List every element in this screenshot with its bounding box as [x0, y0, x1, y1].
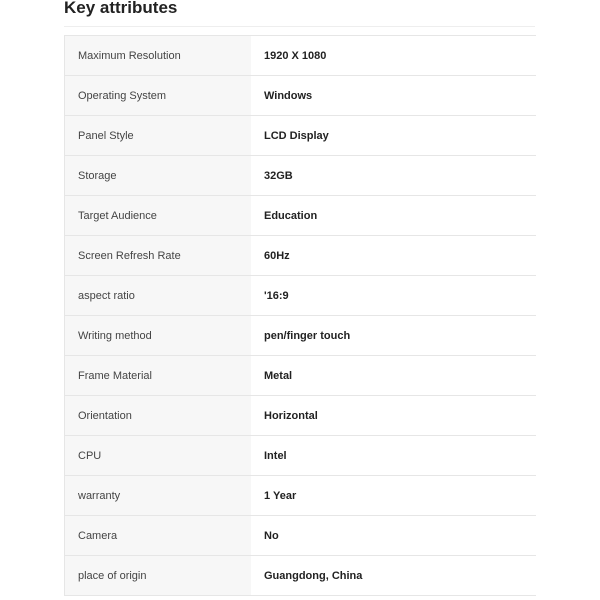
- attribute-row-orientation: [65, 396, 536, 436]
- attribute-value: Horizontal: [251, 396, 536, 435]
- attribute-value: Metal: [251, 356, 536, 395]
- attribute-label: Target Audience: [65, 196, 251, 235]
- attribute-row-place-of-origin: [65, 556, 536, 596]
- attribute-label: Frame Material: [65, 356, 251, 395]
- attribute-row-storage: [65, 156, 536, 196]
- attribute-label: CPU: [65, 436, 251, 475]
- attribute-value: Education: [251, 196, 536, 235]
- attribute-value: 32GB: [251, 156, 536, 195]
- title-divider: [64, 26, 535, 27]
- attribute-row-warranty: [65, 476, 536, 516]
- attribute-label: Orientation: [65, 396, 251, 435]
- attribute-label: Operating System: [65, 76, 251, 115]
- attribute-row-cpu: [65, 436, 536, 476]
- attribute-value: LCD Display: [251, 116, 536, 155]
- attribute-label: warranty: [65, 476, 251, 515]
- attribute-value: 1920 X 1080: [251, 36, 536, 75]
- section-title: Key attributes: [64, 0, 178, 17]
- attribute-label: Screen Refresh Rate: [65, 236, 251, 275]
- attribute-row-screen-refresh-rate: [65, 236, 536, 276]
- attribute-label: aspect ratio: [65, 276, 251, 315]
- attribute-value: Guangdong, China: [251, 556, 536, 595]
- attribute-row-maximum-resolution: [65, 36, 536, 76]
- attribute-row-aspect-ratio: [65, 276, 536, 316]
- attribute-row-target-audience: [65, 196, 536, 236]
- attributes-table: [64, 35, 536, 596]
- attribute-value: No: [251, 516, 536, 555]
- attribute-label: Panel Style: [65, 116, 251, 155]
- attribute-value: '16:9: [251, 276, 536, 315]
- attribute-value: Intel: [251, 436, 536, 475]
- attribute-label: Storage: [65, 156, 251, 195]
- attribute-label: Camera: [65, 516, 251, 555]
- attribute-row-frame-material: [65, 356, 536, 396]
- attribute-label: Writing method: [65, 316, 251, 355]
- attribute-value: 60Hz: [251, 236, 536, 275]
- attribute-label: place of origin: [65, 556, 251, 595]
- attribute-row-writing-method: [65, 316, 536, 356]
- attribute-value: pen/finger touch: [251, 316, 536, 355]
- attribute-value: Windows: [251, 76, 536, 115]
- attribute-label: Maximum Resolution: [65, 36, 251, 75]
- attribute-value: 1 Year: [251, 476, 536, 515]
- attribute-row-panel-style: [65, 116, 536, 156]
- attribute-row-operating-system: [65, 76, 536, 116]
- attribute-row-camera: [65, 516, 536, 556]
